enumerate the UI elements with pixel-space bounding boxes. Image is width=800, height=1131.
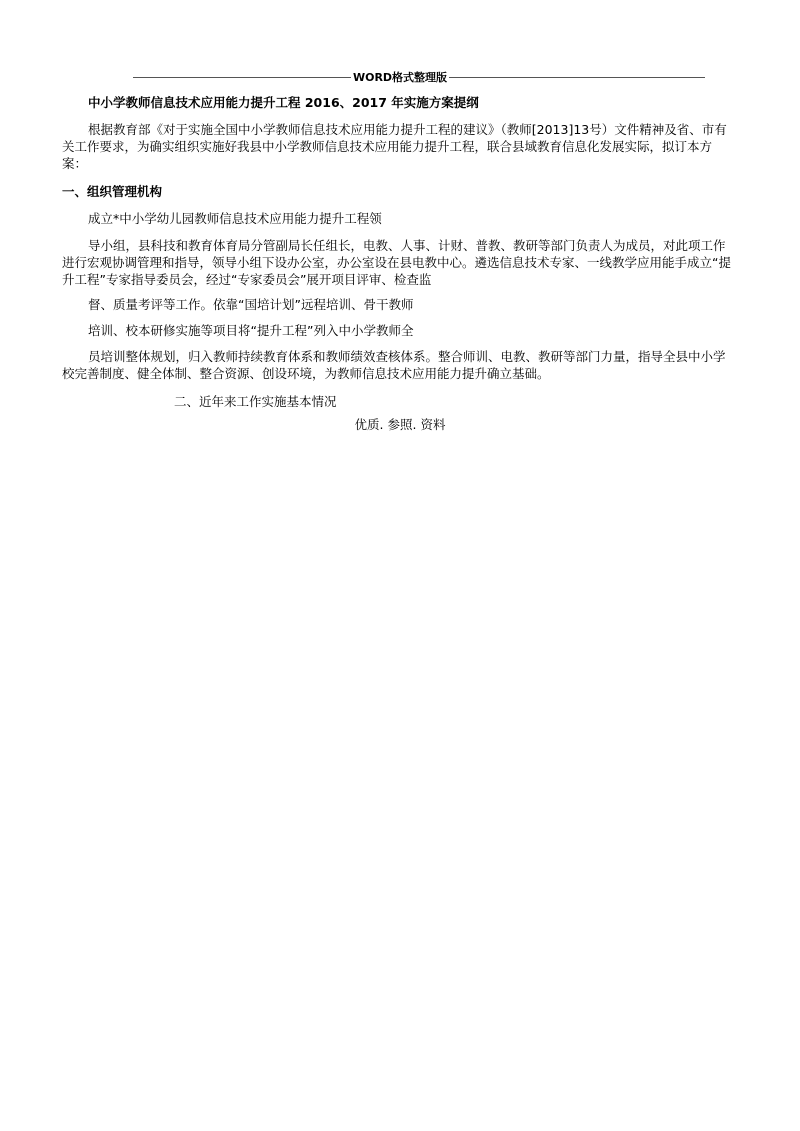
paragraph-3: 督、质量考评等工作。依靠“国培计划”远程培训、骨干教师 (88, 297, 414, 312)
section-heading-1: 一、组织管理机构 (62, 184, 163, 199)
header-label-text: WORD格式整理版 (352, 71, 448, 84)
paragraph-2: 导小组，县科技和教育体育局分管副局长任组长，电教、人事、计财、普教、教研等部门负责人为成员，对此项工作进行宏观协调管理和指导，领导小组下设办公室，办公室设在县电教中心。遴选信息技术专家、一线教学应用能手成立“提升工程”专家指导委员会，经过“专家委员会”展开项目评审、检查监 (62, 238, 731, 287)
paragraph-5: 员培训整体规划，归入教师持续教育体系和教师绩效查核体系。整合师训、电教、教研等部门力量，指导全县中小学校完善制度、健全体制、整合资源、创设环境，为教师信息技术应用能力提升确立基础。 (62, 349, 726, 381)
intro-paragraph: 根据教育部《对于实施全国中小学教师信息技术应用能力提升工程的建议》（教师[2013]13号）文件精神及省、市有关工作要求，为确实组织实施好我县中小学教师信息技术应用能力提升工程，联合县域教育信息化发展实际，拟订本方案： (62, 122, 727, 171)
paragraph-1: 成立*中小学幼儿园教师信息技术应用能力提升工程领 (88, 211, 382, 226)
paragraph-4: 培训、校本研修实施等项目将“提升工程”列入中小学教师全 (88, 323, 414, 338)
header-label (0, 69, 800, 85)
section-heading-2: 二、近年来工作实施基本情况 (174, 394, 337, 409)
document-title: 中小学教师信息技术应用能力提升工程 2016、2017 年实施方案提纲 (88, 95, 479, 110)
footer-label: 优质. 参照. 资料 (354, 417, 446, 432)
